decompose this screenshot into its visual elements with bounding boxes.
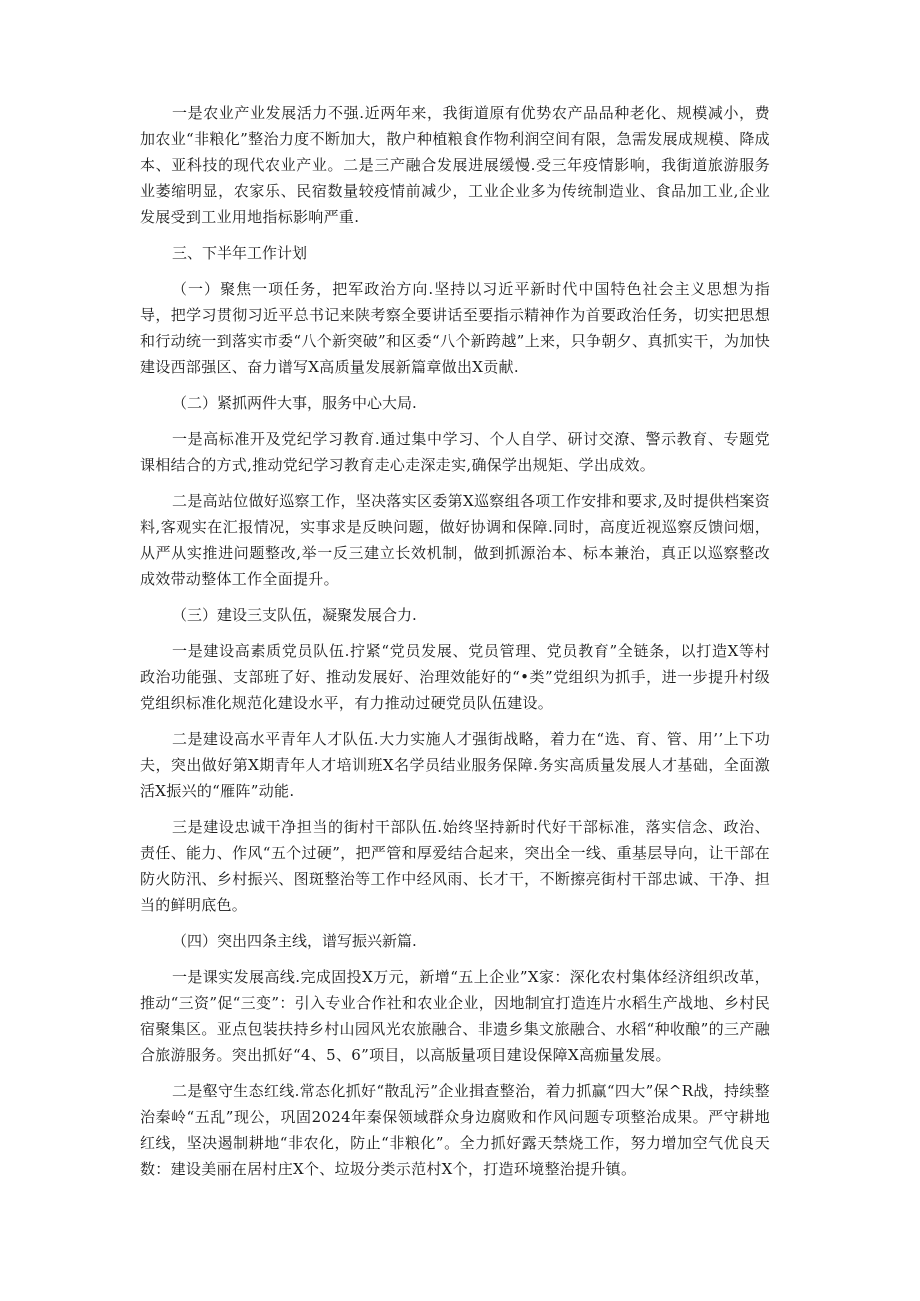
subheading-four-lines: （四）突出四条主线，谱写振兴新篇. [172, 932, 417, 950]
subheading-two-events: （二）紧抓两件大事，服务中心大局. [172, 394, 417, 412]
document-page [140, 100, 770, 1192]
paragraph-agri-problems: 一是农业产业发展活力不强.近两年来，我街道原有优势农产品品种老化、规模减小，费加农业“非粮化”整治力度不断加大，散户种植粮食作物利润空间有限，急需发展成规模、降成本、亚科技的现代农业产业。二是三产融合发展进展缓慢.受三年疫情影响，我街道旅游服务业萎缩明显，农家乐、民宿数量较疫情前减少，工业企业多为传统制造业、食品加工业,企业发展受到工业用地指标影响严重. [140, 104, 770, 226]
paragraph-ecology-line: 二是壑守生态红线.常态化抓好“散乱污”企业揖查整治，着力抓赢“四大”保^R战，持续整治秦岭“五乱”现公，巩固2024年秦保领域群众身边腐败和作风问题专项整治成果。严守耕地红线，坚决遏制耕地“非农化，防止“非粮化”。全力抓好露天禁烧工作，努力增加空气优良天数：建设美丽在居村庄X个、垃圾分类示范村X个，打造环境整治提升镇。 [140, 1082, 770, 1178]
paragraph-inspection: 二是高站位做好巡察工作，坚决落实区委第X巡察组各项工作安排和要求,及时提供档案资料,客观实在汇报情况，实事求是反映问题，做好协调和保障.同时，高度近视巡察反馈问烟，从严从实推进问题整改,举一反三建立长效机制，做到抓源治本、标本兼治，真正以巡察整改成效带动整体工作全面提升。 [140, 492, 770, 588]
section-heading-plan: 三、下半年工作计划 [172, 244, 308, 262]
paragraph-party-members: 一是建设高素质党员队伍.拧紧“党员发展、党员管理、党员教育”全链条，以打造X等村政治功能强、支部班了好、推动发展好、治理效能好的“•类”党组织为抓手，进一步提升村级党组织标准化规范化建设水平，有力推动过硬党员队伍建设。 [140, 642, 770, 712]
paragraph-youth-talent: 二是建设高水平青年人才队伍.大力实施人才强街战略，着力在“选、育、管、用’’上下功夫，突出做好第X期青年人才培训班X名学员结业服务保障.务实高质量发展人才基础，全面激活X振兴的“雁阵”动能. [140, 730, 770, 800]
paragraph-development-line: 一是课实发展高线.完成固投X万元，新增“五上企业”X家：深化农村集体经济组织改革，推动“三资”促“三变”：引入专业合作社和农业企业，因地制宜打造连片水稻生产战地、乡村民宿聚集区。亚点包装扶持乡村山园风光农旅融合、非遗乡集文旅融合、水稻“种收酿”的三产融合旅游服务。突出抓好“4、5、6”项目，以高版量项目建设保障X高痂量发展。 [140, 968, 770, 1064]
paragraph-party-education: 一是高标准开及党纪学习教育.通过集中学习、个人自学、研讨交潦、警示教育、专题党课相结合的方式,推动党纪学习教育走心走深走实,确保学出规矩、学出成效。 [140, 430, 770, 474]
paragraph-task-one: （一）聚焦一项任务，把军政治方向.坚持以习近平新时代中国特色社会主义思想为指导，把学习贯彻习近平总书记来陕考察全要讲话至要指示精神作为首要政治任务，切实把思想和行动统一到落实市委“八个新突破”和区委“八个新跨越”上来，只争朝夕、真抓实干，为加快建设西部强区、奋力谱写X高质量发展新篇章做出X贡献. [140, 280, 770, 376]
paragraph-cadres: 三是建设忠诚干净担当的街村干部队伍.始终坚持新时代好干部标准，落实信念、政治、责任、能力、作风“五个过硬”，把严管和厚爱结合起来，突出全一线、重基层导向，让干部在防火防汛、乡村振兴、图斑整治等工作中经风雨、长才干，不断擦亮街村干部忠诚、干净、担当的鲜明底色。 [140, 818, 770, 914]
subheading-three-teams: （三）建设三支队伍，凝聚发展合力. [172, 606, 417, 624]
